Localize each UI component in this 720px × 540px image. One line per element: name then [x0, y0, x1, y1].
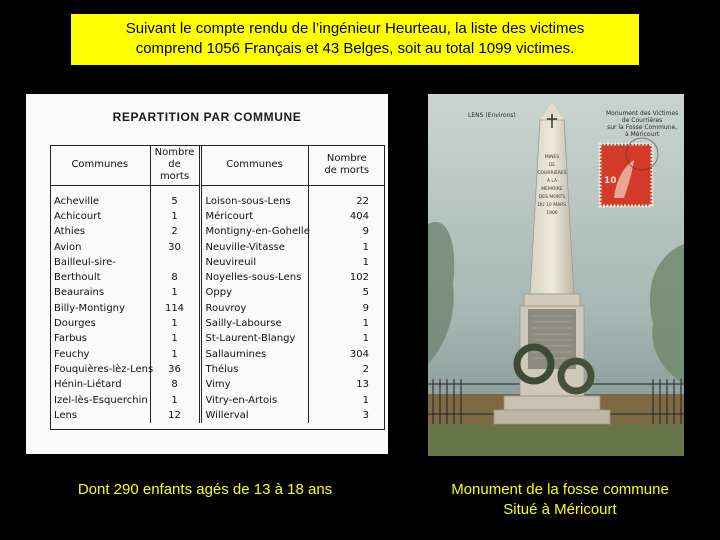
- commune-right-cell: Rouvroy: [200, 301, 308, 316]
- commune-right-cell: Méricourt: [200, 209, 308, 224]
- deaths-left-cell: 2: [150, 225, 200, 240]
- commune-right-cell: Loison-sous-Lens: [200, 186, 308, 210]
- inscription-line-4: À LA MÉMOIRE: [541, 179, 563, 192]
- deaths-left-cell: 8: [150, 270, 200, 285]
- deaths-right-cell: 1: [362, 256, 369, 268]
- deaths-right-cell: 9: [362, 226, 369, 238]
- stamp-value: 10: [604, 176, 617, 186]
- children-caption: Dont 290 enfants agés de 13 à 18 ans: [77, 481, 333, 498]
- commune-left-cell: Dourges: [50, 316, 150, 331]
- commune-right-cell: Willerval: [200, 408, 308, 423]
- table-row: [50, 332, 385, 347]
- postcard-caption-line-1: Monument des Victimes: [606, 110, 679, 117]
- postcard-caption-line-3: sur la Fosse Commune,: [607, 124, 678, 131]
- monument-postcard-photo: [428, 94, 684, 456]
- commune-right-cell: Sallaumines: [200, 347, 308, 362]
- deaths-right-cell: 22: [356, 195, 369, 207]
- monument-caption-line-1: Monument de la fosse commune: [451, 481, 669, 498]
- deaths-left-cell: 114: [150, 301, 200, 316]
- deaths-right-cell: 2: [362, 363, 369, 375]
- deaths-right-cell: 13: [356, 379, 369, 391]
- commune-right-cell: Neuville-Vitasse: [200, 240, 308, 255]
- deaths-left-cell: 1: [150, 332, 200, 347]
- commune-left-cell: Hénin-Liétard: [50, 378, 150, 393]
- deaths-right-cell: 1: [362, 318, 369, 330]
- commune-right-cell: Sailly-Labourse: [200, 316, 308, 331]
- table-row: [50, 270, 385, 285]
- deaths-right-cell: 9: [362, 302, 369, 314]
- deaths-right-cell: 1: [362, 394, 369, 406]
- postcard-illustration: [428, 94, 684, 456]
- obelisk-cornice: [524, 294, 580, 306]
- table-row: [50, 225, 385, 240]
- deaths-left-cell: 1: [150, 209, 200, 224]
- commune-left-cell: Acheville: [50, 186, 150, 210]
- obelisk-inscription: [536, 154, 568, 218]
- deaths-left-cell: 5: [150, 186, 200, 210]
- deaths-left-cell: [150, 255, 200, 270]
- commune-right-cell: Thélus: [200, 362, 308, 377]
- commune-left-cell: Achicourt: [50, 209, 150, 224]
- commune-left-cell: Bailleul-sire-: [50, 255, 150, 270]
- deaths-left-cell: 1: [150, 347, 200, 362]
- postcard-caption-line-4: à Méricourt: [625, 131, 660, 138]
- deaths-right-cell: 102: [349, 272, 369, 284]
- table-row: [50, 240, 385, 255]
- table-row: [50, 186, 385, 210]
- commune-left-cell: Beaurains: [50, 286, 150, 301]
- commune-table: [50, 145, 385, 423]
- inscription-line-2: DE: [548, 163, 556, 168]
- deaths-left-cell: 8: [150, 378, 200, 393]
- monument-caption: [420, 480, 700, 520]
- table-row: [50, 286, 385, 301]
- header-deaths-left-line1: Nombre: [154, 147, 195, 158]
- commune-left-cell: Feuchy: [50, 347, 150, 362]
- commune-left-cell: Billy-Montigny: [50, 301, 150, 316]
- table-row: [50, 347, 385, 362]
- inscription-line-6: DU 10 MARS 1906: [537, 203, 567, 216]
- deaths-right-cell: 3: [362, 409, 369, 421]
- deaths-right-cell: 404: [349, 210, 369, 222]
- deaths-right-cell: 1: [362, 333, 369, 345]
- table-row: [50, 378, 385, 393]
- commune-right-cell: Vitry-en-Artois: [200, 393, 308, 408]
- header-callout: [71, 14, 639, 65]
- header-deaths-right-line2: de morts: [324, 165, 370, 176]
- deaths-left-cell: 1: [150, 393, 200, 408]
- deaths-left-cell: 1: [150, 316, 200, 331]
- victims-table-scan: [26, 94, 388, 454]
- commune-left-cell: Athies: [50, 225, 150, 240]
- table-row: [50, 408, 385, 423]
- deaths-left-cell: 12: [150, 408, 200, 423]
- table-row: [50, 393, 385, 408]
- deaths-right-cell: 304: [349, 348, 369, 360]
- postcard-caption-location: LENS (Environs): [468, 112, 516, 119]
- deaths-left-cell: 30: [150, 240, 200, 255]
- deaths-right-cell: 5: [362, 287, 369, 299]
- commune-left-cell: Avion: [50, 240, 150, 255]
- grass: [428, 424, 684, 456]
- inscription-line-3: COURRIÈRES: [537, 171, 567, 176]
- table-body: [50, 186, 385, 424]
- header-deaths-left-line2: de morts: [159, 159, 190, 182]
- table-row: [50, 362, 385, 377]
- deaths-left-cell: 1: [150, 286, 200, 301]
- commune-left-cell: Lens: [50, 408, 150, 423]
- commune-left-cell: Izel-lès-Esquerchin: [50, 393, 150, 408]
- commune-right-cell: Neuvireuil: [200, 255, 308, 270]
- table-row: [50, 316, 385, 331]
- commune-left-cell: Berthoult: [50, 270, 150, 285]
- table-title: REPARTITION PAR COMMUNE: [112, 110, 302, 124]
- postcard-caption-line-2: de Courrières: [621, 117, 663, 124]
- header-deaths-left: [150, 145, 200, 186]
- inscription-line-1: MINES: [544, 155, 560, 160]
- commune-right-cell: St-Laurent-Blangy: [200, 332, 308, 347]
- commune-right-cell: Noyelles-sous-Lens: [200, 270, 308, 285]
- commune-right-cell: Montigny-en-Gohelle: [200, 225, 308, 240]
- commune-left-cell: Farbus: [50, 332, 150, 347]
- header-line-2: comprend 1056 Français et 43 Belges, soit au total 1099 victimes.: [135, 40, 575, 57]
- table-row: [50, 301, 385, 316]
- monument-step-1: [504, 396, 600, 410]
- commune-left-cell: Fouquières-lèz-Lens: [50, 362, 150, 377]
- monument-caption-line-2: Situé à Méricourt: [503, 501, 617, 518]
- inscription-line-5: DES MORTS: [538, 195, 566, 200]
- commune-right-cell: Oppy: [200, 286, 308, 301]
- header-deaths-right-line1: Nombre: [326, 153, 367, 164]
- table-row: [50, 209, 385, 224]
- header-line-1: Suivant le compte rendu de l’ingénieur Heurteau, la liste des victimes: [125, 20, 585, 37]
- header-communes-left: Communes: [50, 145, 150, 186]
- header-communes-right: Communes: [200, 145, 308, 186]
- table-row: [50, 255, 385, 270]
- postcard-caption-title: [606, 110, 678, 138]
- deaths-right-cell: 1: [362, 241, 369, 253]
- commune-right-cell: Vimy: [200, 378, 308, 393]
- monument-step-2: [494, 410, 610, 424]
- table-header-row: [50, 145, 385, 186]
- header-deaths-right: [308, 145, 385, 186]
- deaths-left-cell: 36: [150, 362, 200, 377]
